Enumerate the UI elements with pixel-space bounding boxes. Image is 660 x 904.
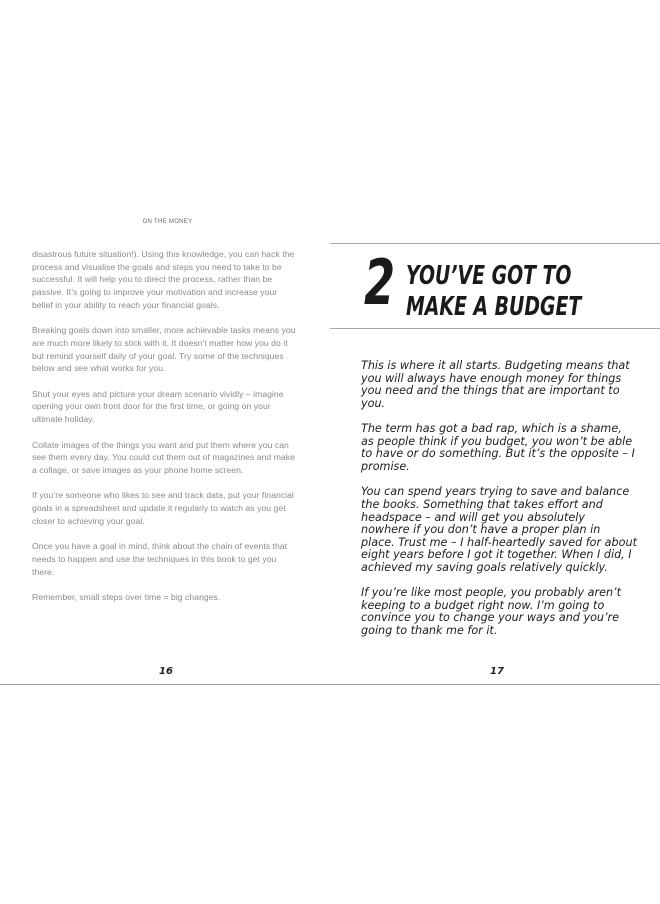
chapter-title-line-2: MAKE A BUDGET (406, 292, 582, 322)
left-paragraph-5: If you’re someone who likes to see and track data, put your financial goals in a spreadsheet and update it regularly to watch as you get closer to achieving your goal. (32, 490, 294, 526)
right-paragraph-1: This is where it all starts. Budgeting means that you will always have enough money for things you need and the things that are important to you. (361, 359, 630, 410)
running-head: ON THE MONEY (142, 219, 193, 225)
right-page-body (361, 360, 637, 650)
left-paragraph-6: Once you have a goal in mind, think about the chain of events that needs to happen and use the techniques in this book to get you there. (32, 541, 288, 577)
page-bottom-rule (0, 684, 660, 685)
left-paragraph-3: Shut your eyes and picture your dream scenario vividly – imagine opening your own front door for the first time, or going on your ultimate holiday. (32, 388, 284, 425)
right-paragraph-4: If you’re like most people, you probably aren’t keeping to a budget right now. I’m going to convince you to change your ways and you’re going to thank me for it. (361, 586, 622, 638)
right-paragraph-2: The term has got a bad rap, which is a shame, as people think if you budget, you won’t be able to have or do something. But it’s the opposite – I promise. (361, 422, 635, 473)
right-page (330, 0, 660, 904)
chapter-heading-band (330, 243, 660, 329)
left-page-body (32, 248, 297, 616)
chapter-title-line-1: YOU’VE GOT TO (406, 261, 572, 291)
chapter-title (406, 261, 591, 323)
left-paragraph-1: disastrous future situation!). Using this knowledge, you can hack the process and visualise the goals and steps you need to take to be successful. It will help you to direct the process, rather than be passive. It’s going to improve your motivation and increase your belief in your ability to reach your financial goals. (32, 249, 295, 310)
left-paragraph-2: Breaking goals down into smaller, more achievable tasks means you are much more likely to stick with it. It doesn’t matter how you do it but remind yourself daily of your goal. Try some of the techniques below and see what works for you. (32, 325, 296, 374)
page-number-left: 16 (159, 666, 173, 677)
chapter-number: 2 (364, 246, 396, 319)
right-paragraph-3: You can spend years trying to save and balance the books. Something that takes effort and headspace – and will get you absolutely nowhere if you don’t have a proper plan in place. Trust me – I half-heartedly saved for about eight years before I got it together. When I did, I achieved my saving goals relatively quickly. (361, 485, 637, 574)
left-paragraph-7: Remember, small steps over time = big changes. (32, 591, 221, 602)
page-number-right: 17 (490, 666, 504, 677)
left-paragraph-4: Collate images of the things you want and put them where you can see them every day. You could cut them out of magazines and make a collage, or save images as your phone home screen. (32, 439, 295, 475)
